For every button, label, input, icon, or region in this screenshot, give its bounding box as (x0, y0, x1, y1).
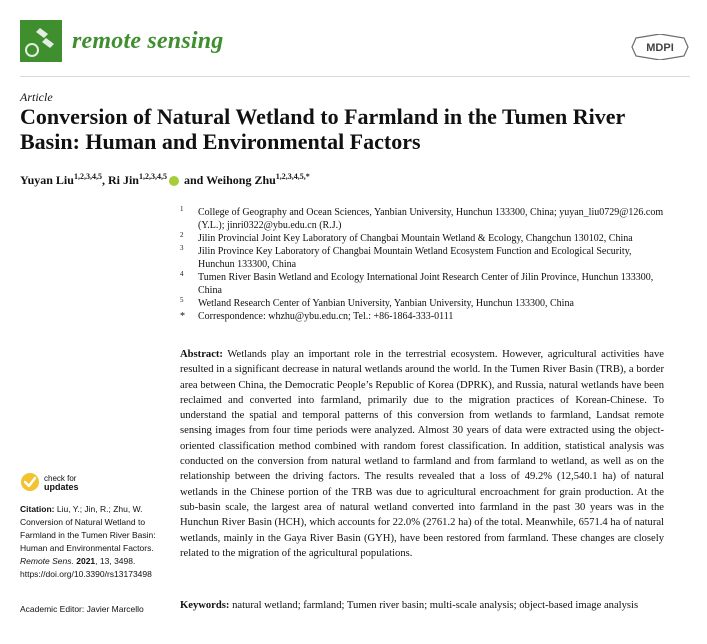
citation-journal: Remote Sens. (20, 556, 74, 566)
author-separator: and (180, 173, 207, 187)
journal-header (20, 20, 690, 68)
author-separator: , (101, 173, 108, 187)
affiliation-item (180, 206, 670, 232)
correspondence-item (180, 310, 670, 323)
affiliation-text: Tumen River Basin Wetland and Ecology International Joint Research Center of Jilin Province, Hunchun 133300, China (198, 272, 654, 296)
keywords-text: natural wetland; farmland; Tumen river basin; multi-scale analysis; object-based image analysis (232, 600, 639, 611)
correspondence-text: Correspondence: whzhu@ybu.edu.cn; Tel.: +86-1864-333-0111 (198, 311, 454, 322)
citation-doi[interactable]: , 13, 3498. https://doi.org/10.3390/rs13173498 (20, 556, 152, 579)
affiliation-text: Jilin Province Key Laboratory of Changbai Mountain Wetland Ecosystem Function and Ecological Security, Hunchun 133300, China (198, 246, 632, 270)
header-divider (20, 76, 690, 77)
citation-year: 2021 (76, 556, 96, 566)
author-name: Weihong Zhu (206, 173, 276, 187)
affiliation-text: Wetland Research Center of Yanbian University, Yanbian University, Hunchun 133300, China (198, 298, 574, 309)
affiliation-item (180, 271, 670, 297)
affiliation-text: Jilin Provincial Joint Key Laboratory of Changbai Mountain Wetland & Ecology, Changchun 130102, China (198, 233, 633, 244)
article-type: Article (20, 90, 53, 104)
affiliation-number: 2 (180, 231, 184, 239)
affiliation-text: College of Geography and Ocean Sciences, Yanbian University, Hunchun 133300, China; yuyan_liu0729@126.com (Y.L.); jinri0322@ybu.edu.cn (R.J.) (198, 207, 664, 231)
keywords-label: Keywords: (180, 600, 230, 611)
check-updates-icon (20, 472, 40, 492)
author-name: Ri Jin (107, 173, 139, 187)
abstract (180, 347, 664, 561)
check-updates-line2: updates (44, 482, 79, 492)
affiliation-number: 4 (180, 270, 184, 278)
check-updates-label (44, 474, 79, 492)
author-affil-sup: 1,2,3,4,5 (138, 172, 167, 181)
affiliation-number: 5 (180, 296, 184, 304)
author-list (20, 172, 310, 188)
affiliation-number: * (180, 311, 185, 322)
author-affil-sup: 1,2,3,4,5,* (275, 172, 310, 181)
keywords (180, 598, 664, 613)
academic-editor: Academic Editor: Javier Marcello (20, 604, 144, 614)
affiliation-number: 3 (180, 244, 184, 252)
citation-text: Liu, Y.; Jin, R.; Zhu, W. Conversion of Natural Wetland to Farmland in the Tumen River Basin: Human and Environmental Factors. (20, 504, 156, 553)
svg-text:MDPI: MDPI (646, 42, 674, 54)
check-for-updates-button[interactable] (20, 472, 120, 496)
author-affil-sup: 1,2,3,4,5 (73, 172, 102, 181)
affiliation-item (180, 297, 670, 310)
journal-name: remote sensing (72, 28, 224, 54)
mdpi-logo-icon (630, 34, 690, 60)
citation-label: Citation: (20, 504, 55, 514)
abstract-text: Wetlands play an important role in the terrestrial ecosystem. However, agricultural activities have resulted in a significant decrease in natural wetlands around the world. In the Tumen River Basin (TRB), a border area between China, the Democratic People’s Republic of Korea (DPRK), and Russia, natural wetlands have been reclaimed and converted into farmland, primarily due to the migration practices of Korean-Chinese. To understand the spatial and temporal patterns of this conversion from wetlands to farmland, Landsat remote sensing images from four time periods were analyzed. Almost 30 years of data were extracted using the object-oriented classification method combined with random forest classification. In addition, statistical analysis was conducted on the conversion from natural wetland to farmland and from farmland to wetland, as well as on the relationship between the driving factors. The results revealed that a loss of 49.2% (12,540.1 ha) of natural wetlands in the Chinese portion of the TRB was due to agricultural encroachment for grain production. At the sub-basin scale, the largest area of natural wetland converted into farmland in the past 30 years was in the Hunchun River Basin (HCH), which accounts for 22.0% (2761.2 ha) of the total. Meanwhile, 6571.4 ha of natural wetlands, mainly in the Gaya River Basin (GYH), have been restored from farmland. These changes are closely related to the migration of the agricultural populations. (180, 349, 664, 559)
affiliation-item (180, 245, 670, 271)
journal-logo-icon (20, 20, 62, 62)
affiliations (180, 206, 670, 323)
affiliation-number: 1 (180, 205, 184, 213)
affiliation-item (180, 232, 670, 245)
orcid-icon[interactable] (169, 176, 179, 186)
abstract-label: Abstract: (180, 349, 223, 360)
article-title: Conversion of Natural Wetland to Farmland in the Tumen River Basin: Human and Environmental Factors (20, 104, 625, 154)
citation (20, 503, 160, 581)
check-updates-line1: check for (44, 474, 77, 483)
author-name: Yuyan Liu (20, 173, 74, 187)
